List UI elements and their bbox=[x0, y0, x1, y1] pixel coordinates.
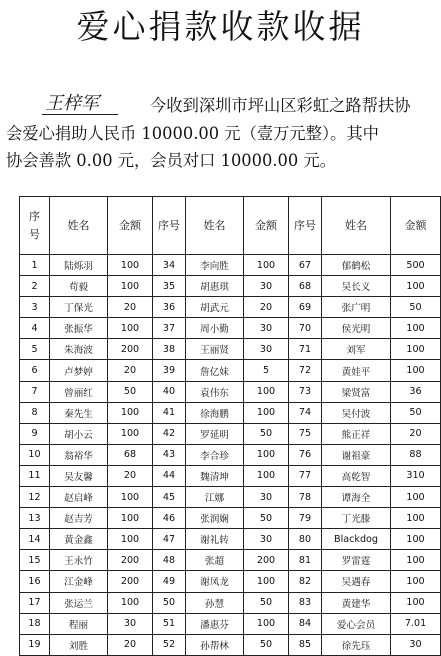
cell-amount-2: 100 bbox=[244, 571, 289, 592]
cell-seq-1: 7 bbox=[20, 381, 50, 402]
cell-amount-1: 20 bbox=[108, 465, 153, 486]
cell-seq-2: 34 bbox=[153, 255, 186, 276]
cell-seq-3: 84 bbox=[289, 613, 322, 634]
cell-name-1: 张振华 bbox=[50, 318, 108, 339]
cell-amount-1: 100 bbox=[108, 508, 153, 529]
table-row bbox=[20, 297, 441, 318]
cell-seq-1: 12 bbox=[20, 487, 50, 508]
cell-name-1: 曾丽红 bbox=[50, 381, 108, 402]
table-row bbox=[20, 592, 441, 613]
header-name-3: 姓名 bbox=[322, 197, 391, 255]
cell-amount-2: 30 bbox=[244, 339, 289, 360]
cell-amount-2: 100 bbox=[244, 465, 289, 486]
cell-amount-3: 100 bbox=[391, 508, 441, 529]
cell-name-2: 张超 bbox=[186, 550, 244, 571]
cell-amount-2: 100 bbox=[244, 255, 289, 276]
table-row bbox=[20, 465, 441, 486]
cell-name-2: 张润娴 bbox=[186, 508, 244, 529]
cell-amount-2: 100 bbox=[244, 402, 289, 423]
cell-name-1: 刘胜 bbox=[50, 634, 108, 655]
cell-amount-3: 30 bbox=[391, 634, 441, 655]
cell-amount-1: 20 bbox=[108, 360, 153, 381]
cell-seq-2: 40 bbox=[153, 381, 186, 402]
cell-name-1: 程丽 bbox=[50, 613, 108, 634]
cell-seq-3: 79 bbox=[289, 508, 322, 529]
cell-amount-3: 100 bbox=[391, 318, 441, 339]
cell-seq-2: 48 bbox=[153, 550, 186, 571]
cell-name-3: 谭海全 bbox=[322, 487, 391, 508]
cell-seq-1: 17 bbox=[20, 592, 50, 613]
cell-amount-1: 50 bbox=[108, 381, 153, 402]
cell-seq-2: 39 bbox=[153, 360, 186, 381]
receipt-line-3: 协会善款 0.00 元，会员对口 10000.00 元。 bbox=[6, 151, 337, 170]
cell-seq-1: 14 bbox=[20, 529, 50, 550]
cell-name-2: 詹亿妹 bbox=[186, 360, 244, 381]
header-seq-1-char-1: 序 bbox=[29, 209, 40, 223]
cell-seq-3: 85 bbox=[289, 634, 322, 655]
cell-seq-2: 37 bbox=[153, 318, 186, 339]
cell-seq-1: 15 bbox=[20, 550, 50, 571]
cell-name-2: 袁伟东 bbox=[186, 381, 244, 402]
cell-amount-1: 200 bbox=[108, 550, 153, 571]
cell-name-2: 胡武元 bbox=[186, 297, 244, 318]
cell-amount-2: 30 bbox=[244, 529, 289, 550]
cell-seq-3: 73 bbox=[289, 381, 322, 402]
donor-signature: 王梓军 bbox=[42, 94, 118, 115]
cell-seq-2: 47 bbox=[153, 529, 186, 550]
cell-amount-3: 100 bbox=[391, 571, 441, 592]
cell-name-3: 熊正祥 bbox=[322, 423, 391, 444]
table-row bbox=[20, 255, 441, 276]
cell-amount-1: 200 bbox=[108, 339, 153, 360]
cell-seq-2: 36 bbox=[153, 297, 186, 318]
cell-seq-2: 51 bbox=[153, 613, 186, 634]
cell-seq-3: 70 bbox=[289, 318, 322, 339]
table-row bbox=[20, 613, 441, 634]
cell-name-2: 谢凤龙 bbox=[186, 571, 244, 592]
cell-amount-2: 100 bbox=[244, 613, 289, 634]
cell-seq-1: 10 bbox=[20, 444, 50, 465]
cell-amount-2: 30 bbox=[244, 318, 289, 339]
cell-seq-2: 38 bbox=[153, 339, 186, 360]
cell-seq-3: 72 bbox=[289, 360, 322, 381]
cell-name-1: 胡小云 bbox=[50, 423, 108, 444]
cell-seq-3: 71 bbox=[289, 339, 322, 360]
table-header-row bbox=[20, 197, 441, 255]
cell-amount-3: 20 bbox=[391, 423, 441, 444]
cell-amount-2: 100 bbox=[244, 444, 289, 465]
cell-seq-1: 19 bbox=[20, 634, 50, 655]
cell-amount-1: 30 bbox=[108, 613, 153, 634]
cell-seq-2: 50 bbox=[153, 592, 186, 613]
cell-amount-3: 50 bbox=[391, 297, 441, 318]
cell-amount-3: 36 bbox=[391, 381, 441, 402]
cell-seq-1: 11 bbox=[20, 465, 50, 486]
cell-name-3: 罗雷霆 bbox=[322, 550, 391, 571]
header-amount-2: 金额 bbox=[244, 197, 289, 255]
cell-amount-3: 100 bbox=[391, 360, 441, 381]
cell-seq-1: 18 bbox=[20, 613, 50, 634]
table-row bbox=[20, 423, 441, 444]
cell-amount-3: 500 bbox=[391, 255, 441, 276]
table-row bbox=[20, 339, 441, 360]
cell-seq-2: 35 bbox=[153, 276, 186, 297]
cell-amount-2: 50 bbox=[244, 592, 289, 613]
cell-seq-2: 49 bbox=[153, 571, 186, 592]
cell-name-3: 谢祖豪 bbox=[322, 444, 391, 465]
cell-name-2: 潘惠芬 bbox=[186, 613, 244, 634]
cell-amount-1: 100 bbox=[108, 276, 153, 297]
cell-amount-3: 50 bbox=[391, 402, 441, 423]
header-name-2: 姓名 bbox=[186, 197, 244, 255]
cell-amount-3: 88 bbox=[391, 444, 441, 465]
cell-name-2: 罗延明 bbox=[186, 423, 244, 444]
cell-name-1: 朱海波 bbox=[50, 339, 108, 360]
header-seq-2: 序号 bbox=[153, 197, 186, 255]
cell-name-3: 黄建华 bbox=[322, 592, 391, 613]
header-seq-1-char-2: 号 bbox=[29, 227, 40, 241]
cell-name-1: 王永竹 bbox=[50, 550, 108, 571]
cell-name-1: 吴友馨 bbox=[50, 465, 108, 486]
cell-name-3: 刘军 bbox=[322, 339, 391, 360]
cell-seq-3: 78 bbox=[289, 487, 322, 508]
cell-seq-1: 6 bbox=[20, 360, 50, 381]
cell-amount-1: 68 bbox=[108, 444, 153, 465]
cell-name-1: 陆烁羽 bbox=[50, 255, 108, 276]
cell-name-1: 赵启峰 bbox=[50, 487, 108, 508]
cell-amount-3: 7.01 bbox=[391, 613, 441, 634]
cell-seq-1: 2 bbox=[20, 276, 50, 297]
cell-seq-2: 42 bbox=[153, 423, 186, 444]
cell-name-1: 赵吉芳 bbox=[50, 508, 108, 529]
table-row bbox=[20, 508, 441, 529]
cell-amount-1: 20 bbox=[108, 634, 153, 655]
cell-seq-3: 67 bbox=[289, 255, 322, 276]
cell-name-2: 魏清坤 bbox=[186, 465, 244, 486]
cell-seq-1: 9 bbox=[20, 423, 50, 444]
cell-name-1: 卢梦婷 bbox=[50, 360, 108, 381]
cell-seq-2: 46 bbox=[153, 508, 186, 529]
cell-seq-1: 4 bbox=[20, 318, 50, 339]
cell-seq-1: 8 bbox=[20, 402, 50, 423]
cell-amount-1: 100 bbox=[108, 402, 153, 423]
cell-seq-1: 16 bbox=[20, 571, 50, 592]
cell-name-3: 徐先珏 bbox=[322, 634, 391, 655]
table-row bbox=[20, 318, 441, 339]
header-name-1: 姓名 bbox=[50, 197, 108, 255]
cell-name-1: 黄金鑫 bbox=[50, 529, 108, 550]
cell-seq-2: 45 bbox=[153, 487, 186, 508]
cell-name-3: 吴付波 bbox=[322, 402, 391, 423]
cell-seq-2: 44 bbox=[153, 465, 186, 486]
cell-amount-3: 100 bbox=[391, 592, 441, 613]
cell-seq-3: 81 bbox=[289, 550, 322, 571]
cell-seq-1: 3 bbox=[20, 297, 50, 318]
cell-seq-3: 68 bbox=[289, 276, 322, 297]
table-row bbox=[20, 487, 441, 508]
cell-amount-3: 310 bbox=[391, 465, 441, 486]
cell-amount-1: 100 bbox=[108, 592, 153, 613]
cell-amount-1: 100 bbox=[108, 487, 153, 508]
table-row bbox=[20, 571, 441, 592]
cell-amount-3: 100 bbox=[391, 276, 441, 297]
donation-table bbox=[19, 196, 441, 656]
cell-name-1: 江金峰 bbox=[50, 571, 108, 592]
cell-amount-2: 50 bbox=[244, 634, 289, 655]
cell-seq-2: 52 bbox=[153, 634, 186, 655]
cell-name-3: 郁鹤松 bbox=[322, 255, 391, 276]
cell-name-2: 胡惠琪 bbox=[186, 276, 244, 297]
table-row bbox=[20, 444, 441, 465]
cell-amount-3: 100 bbox=[391, 550, 441, 571]
cell-seq-3: 80 bbox=[289, 529, 322, 550]
cell-seq-3: 83 bbox=[289, 592, 322, 613]
table-row bbox=[20, 360, 441, 381]
table-row bbox=[20, 402, 441, 423]
cell-amount-1: 100 bbox=[108, 255, 153, 276]
header-seq-3: 序号 bbox=[289, 197, 322, 255]
cell-seq-3: 76 bbox=[289, 444, 322, 465]
cell-name-2: 徐海鹏 bbox=[186, 402, 244, 423]
cell-name-3: Blackdog bbox=[322, 529, 391, 550]
cell-seq-2: 43 bbox=[153, 444, 186, 465]
cell-name-2: 谢礼转 bbox=[186, 529, 244, 550]
header-amount-1: 金额 bbox=[108, 197, 153, 255]
cell-seq-3: 75 bbox=[289, 423, 322, 444]
cell-seq-1: 1 bbox=[20, 255, 50, 276]
table-body bbox=[20, 255, 441, 656]
receipt-text-1: 今收到深圳市坪山区彩虹之路帮扶协 bbox=[150, 96, 411, 115]
cell-name-1: 苟毅 bbox=[50, 276, 108, 297]
cell-name-2: 李合珍 bbox=[186, 444, 244, 465]
receipt-line-2: 会爱心捐助人民币 10000.00 元（壹万元整）。其中 bbox=[6, 124, 379, 143]
cell-name-2: 周小勤 bbox=[186, 318, 244, 339]
cell-amount-1: 100 bbox=[108, 423, 153, 444]
cell-name-1: 翁裕华 bbox=[50, 444, 108, 465]
cell-name-2: 王丽贤 bbox=[186, 339, 244, 360]
cell-name-1: 丁保光 bbox=[50, 297, 108, 318]
header-seq-1 bbox=[20, 197, 50, 255]
cell-name-3: 吴长义 bbox=[322, 276, 391, 297]
cell-amount-1: 100 bbox=[108, 318, 153, 339]
cell-amount-2: 200 bbox=[244, 550, 289, 571]
cell-seq-1: 5 bbox=[20, 339, 50, 360]
cell-amount-2: 5 bbox=[244, 360, 289, 381]
cell-name-1: 秦先生 bbox=[50, 402, 108, 423]
cell-name-3: 高乾智 bbox=[322, 465, 391, 486]
receipt-line-1 bbox=[6, 92, 441, 119]
cell-name-1: 张运兰 bbox=[50, 592, 108, 613]
cell-amount-1: 20 bbox=[108, 297, 153, 318]
table-row bbox=[20, 634, 441, 655]
cell-seq-3: 69 bbox=[289, 297, 322, 318]
cell-name-2: 江娜 bbox=[186, 487, 244, 508]
cell-amount-1: 200 bbox=[108, 571, 153, 592]
cell-seq-3: 77 bbox=[289, 465, 322, 486]
table-row bbox=[20, 381, 441, 402]
cell-name-3: 黄娃平 bbox=[322, 360, 391, 381]
cell-amount-2: 30 bbox=[244, 276, 289, 297]
cell-seq-1: 13 bbox=[20, 508, 50, 529]
header-amount-3: 金额 bbox=[391, 197, 441, 255]
cell-name-3: 丁光滕 bbox=[322, 508, 391, 529]
table-row bbox=[20, 276, 441, 297]
cell-amount-3: 100 bbox=[391, 339, 441, 360]
cell-seq-3: 82 bbox=[289, 571, 322, 592]
cell-name-2: 孙慧 bbox=[186, 592, 244, 613]
cell-amount-2: 30 bbox=[244, 487, 289, 508]
cell-name-3: 爱心会员 bbox=[322, 613, 391, 634]
cell-amount-1: 100 bbox=[108, 529, 153, 550]
cell-seq-2: 41 bbox=[153, 402, 186, 423]
table-row bbox=[20, 550, 441, 571]
cell-amount-3: 100 bbox=[391, 529, 441, 550]
cell-name-3: 吴遇春 bbox=[322, 571, 391, 592]
cell-name-2: 李向胜 bbox=[186, 255, 244, 276]
cell-amount-3: 100 bbox=[391, 487, 441, 508]
receipt-title: 爱心捐款收款收据 bbox=[76, 7, 365, 46]
cell-amount-2: 100 bbox=[244, 381, 289, 402]
cell-amount-2: 50 bbox=[244, 508, 289, 529]
cell-amount-2: 20 bbox=[244, 297, 289, 318]
cell-seq-3: 74 bbox=[289, 402, 322, 423]
table-row bbox=[20, 529, 441, 550]
cell-amount-2: 50 bbox=[244, 423, 289, 444]
cell-name-3: 张广明 bbox=[322, 297, 391, 318]
cell-name-3: 梁贤富 bbox=[322, 381, 391, 402]
cell-name-2: 孙帮林 bbox=[186, 634, 244, 655]
cell-name-3: 侯光明 bbox=[322, 318, 391, 339]
